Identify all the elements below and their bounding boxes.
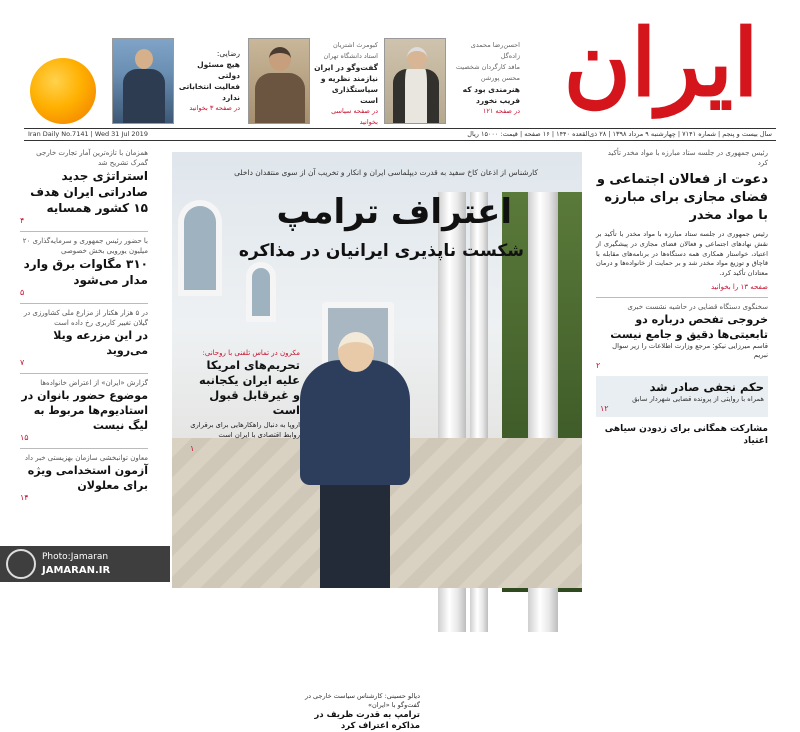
watermark-text [42,551,110,577]
promo-rezaei[interactable] [112,38,240,124]
promo-photo [248,38,310,124]
page-ref: ۱۵ [20,433,29,442]
news-body: قاسم میرزایی نیکو: مرجع وزارت اطلاعات را زیر سوال نبریم [612,341,768,360]
news-kicker: با حضور رئیس جمهوری و سرمایه‌گذاری ۲۰ میلیون یورویی بخش خصوصی [22,237,148,255]
news-item[interactable] [20,378,148,442]
news-kicker: دیالو حسینی: کارشناس سیاست خارجی در گفت‌وگو با «ایران» [304,692,420,709]
news-body: همراه با روایتی از پرونده قضایی شهردار سابق [632,394,764,403]
promo-line: مافد کارگردان شخصیت [455,63,520,71]
bottom-story-zarif[interactable] [300,692,420,732]
news-headline[interactable]: تحریم‌های امریکا علیه ایران یکجانبه و غیرقابل قبول است [199,358,300,417]
news-item[interactable] [20,453,148,502]
news-headline[interactable]: در این مزرعه ویلا می‌روید [53,329,148,357]
page-ref[interactable]: صفحه ۱۳ را بخوانید [710,282,768,291]
news-kicker: رئیس جمهوری در جلسه ستاد مبارزه با مواد مخدر تأکید کرد [607,149,768,167]
watermark-line: Photo:Jamaran [42,552,109,562]
promo-text [450,40,520,117]
promo-line: کبومرث اشتریان [332,41,378,49]
news-headline[interactable]: موضوع حضور بانوان در استادیوم‌ها مربوط به لیگ نیست [21,389,148,432]
news-item[interactable] [20,236,148,297]
news-body: رئیس جمهوری در جلسه ستاد مبارزه با مواد مخدر با تأکید بر نقش نهادهای اجتماعی و فعالان فضای مجازی در پیشگیری از اعتیاد، خواستار همکاری همه دستگاه‌ها در برنامه‌های مقابله با قاچاق و توزیع مواد مخدر شد و بر حمایت از خانواده‌ها و درمان معتادان تأکید کرد. [596,230,768,278]
page-ref: ۱۴ [20,493,29,502]
photo-figure-legs [320,478,390,588]
page-ref: ۵ [20,288,25,297]
news-headline[interactable]: استراتژی جدید صادراتی ایران هدف ۱۵ کشور همسایه [30,169,148,215]
news-item-boxed[interactable] [596,376,768,418]
jamaran-seal-icon [6,549,36,579]
promo-line: احسن‌رضا محمدی‌ زاده‌گل‌ [470,41,520,60]
promo-eshtrian[interactable] [248,38,378,124]
page-ref: ۴ [20,216,25,225]
news-body: اروپا به دنبال راهکارهایی برای برقراری روابط اقتصادی با ایران است [190,421,300,439]
promo-photo [112,38,174,124]
news-kicker: در ۵ هزار هکتار از مزارع ملی کشاورزی در گیلان تغییر کاربری رخ داده است [23,309,148,327]
promo-line: فریب نخورد [475,96,520,105]
page-ref: ۲ [596,360,601,370]
promo-photo [384,38,446,124]
photo-credit-watermark [0,546,170,582]
photo-window [246,262,276,322]
news-item-lead[interactable] [596,148,768,291]
news-headline[interactable]: دعوت از فعالان اجتماعی و فضای مجازی برای مبارزه با مواد مخدر [596,172,768,223]
news-headline[interactable]: ۳۱۰ مگاوات برق وارد مدار می‌شود [23,257,148,287]
promo-ref[interactable]: در صفحه ۱۲۱ [482,107,520,115]
news-headline[interactable]: ترامپ به قدرت ظریف در مذاکره اعتراف کرد [314,710,420,731]
sun-emblem-icon [30,58,96,124]
watermark-line: JAMARAN.IR [42,565,111,576]
dateline-latin: Iran Daily No.7141 | Wed 31 Jul 2019 [28,130,148,138]
promo-line: هنر‌مندی بود که [462,85,520,94]
side-story-macron[interactable] [190,348,300,453]
dateline-persian: سال بیست و پنجم | شماره ۷۱۴۱ | چهارشنبه ۹ مرداد ۱۳۹۸ | ۲۸ ذی‌القعده ۱۴۴۰ | ۱۶ صفحه | قیمت: ۱۵۰۰۰ ریال [467,130,772,138]
promo-line: ندارد [222,93,240,102]
left-news-column [20,148,148,508]
lead-kicker: کارشناس از اذعان کاخ سفید به قدرت دیپلماسی ایران و انکار و تخریب آن از سوی منتقدان داخلی [234,168,538,177]
divider [20,373,148,374]
divider [20,303,148,304]
news-item[interactable] [596,302,768,370]
promo-line: هیچ مسئول دولتی [197,60,240,80]
news-kicker: مکرون در تماس تلفنی با روحانی: [202,349,300,357]
page-ref: ۱ [190,444,195,453]
news-item[interactable] [20,308,148,367]
news-kicker: گزارش «ایران» از اعتراض خانواده‌ها [40,379,148,387]
news-kicker: سخنگوی دستگاه قضایی در حاشیه نشست خبری [627,302,768,311]
photo-figure-body [300,360,410,485]
dateline [24,128,776,141]
photo-figure-head [338,332,374,372]
news-headline[interactable]: مشارکت همگانی برای زدودن سیاهی اعتیاد [604,424,768,447]
news-item[interactable] [20,148,148,225]
news-headline[interactable]: آزمون استخدامی ویژه برای معلولان [27,464,148,492]
lead-photo-story[interactable] [172,152,582,731]
promo-mohammadi[interactable] [384,38,520,124]
promo-line: محسن پورشن [480,74,520,82]
lead-subheadline[interactable]: شکست ناپذیری ایرانیان در مذاکره [238,241,524,261]
news-kicker: معاون توانبخشی سازمان بهزیستی خبر داد [24,454,148,462]
news-kicker: همزمان با تازه‌ترین آمار تجارت خارجی گمرک تشریح شد [36,149,148,167]
promo-line: گفت‌وگو در ایران [314,63,378,72]
news-headline[interactable]: خروجی تفحص درباره دو تابعیتی‌ها دقیق و جامع نیست [610,312,768,341]
promo-line: رضایی: [216,49,240,58]
divider [20,448,148,449]
right-news-column [596,148,768,453]
page-ref: ۱۲ [600,404,609,414]
news-headline[interactable]: حکم نجفی صادر شد [649,379,764,394]
promo-line: نیازمند نظریه و [320,74,378,83]
photo-window [178,200,222,296]
promo-line: فعالیت انتخاباتی [178,82,240,91]
news-item[interactable] [596,423,768,447]
promo-ref[interactable]: در صفحه ۳ بخوانید [189,104,240,112]
promo-line: سیاستگذاری است [331,85,378,105]
promo-text [314,40,378,128]
page-ref: ۷ [20,358,25,367]
promo-text [178,48,240,114]
masthead [0,0,800,128]
divider [596,297,768,298]
promo-ref[interactable]: در صفحه سیاسی بخوانید [331,107,378,126]
newspaper-logo[interactable]: ایران [563,9,759,117]
divider [20,231,148,232]
lead-headline[interactable]: اعتراف ترامپ [276,192,512,232]
promo-line: استاد دانشگاه تهران [323,52,378,60]
